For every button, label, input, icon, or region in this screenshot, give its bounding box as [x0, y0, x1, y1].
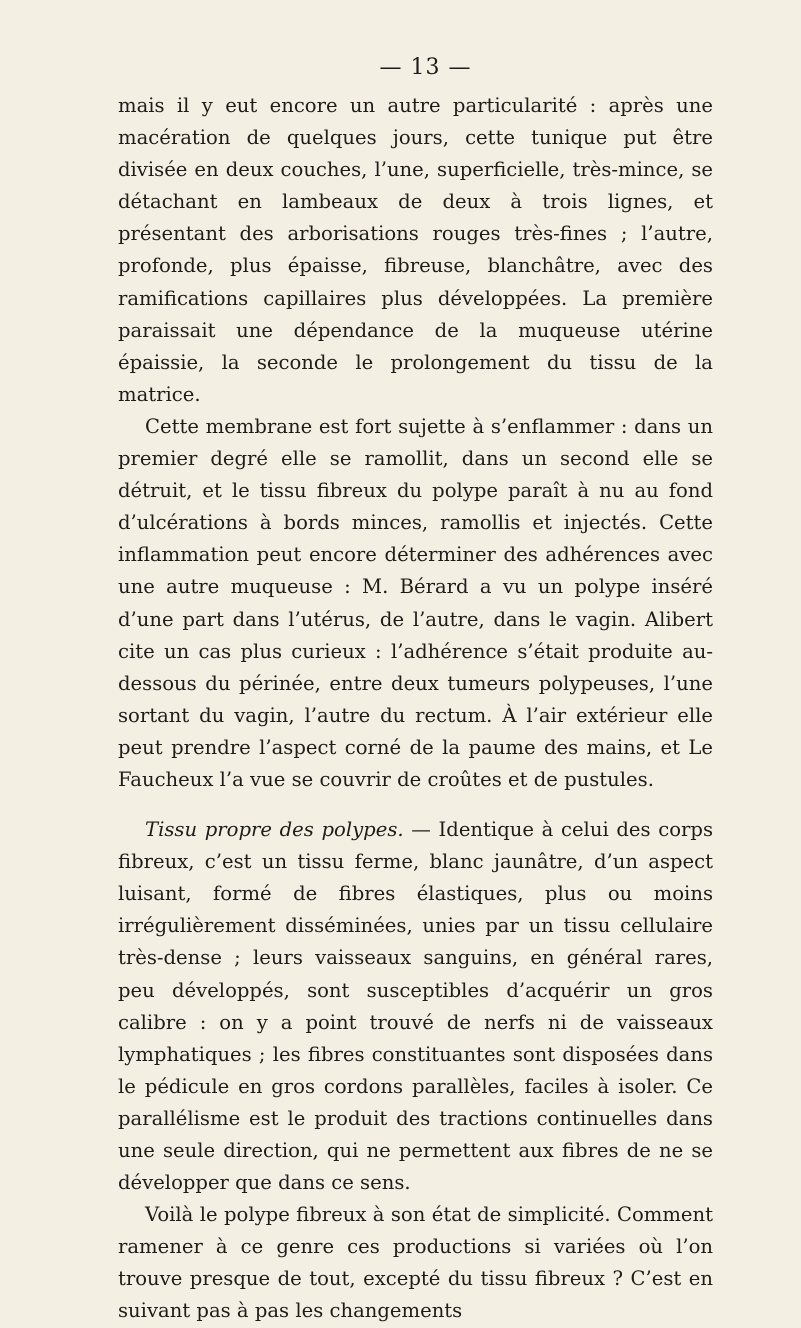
paragraph-4-text: Voilà le polype fibreux à son état de simplicité. Comment ramener à ce genre ces productions si variées où l’on trouve presque de tout, excepté du tissu fibreux ? C’est en suivant pas à pas les changements — [118, 1203, 713, 1323]
paragraph-2-text: Cette membrane est fort sujette à s’enflammer : dans un premier degré elle se ramollit, dans un second elle se détruit, et le tissu fibreux du polype paraît à nu au fond d’ulcérations à bords minces, ramollis et injectés. Cette inflammation peut encore déterminer des adhérences avec une autre muqueuse : M. Bérard a vu un polype inséré d’une part dans l’utérus, de l’autre, dans le vagin. Alibert cite un cas plus curieux : l’adhérence s’était produite au-dessous du périnée, entre deux tumeurs polypeuses, l’une sortant du vagin, l’autre du rectum. À l’air extérieur elle peut prendre l’aspect corné de la paume des mains, et Le Faucheux l’a vue se couvrir de croûtes et de pustules. — [118, 414, 713, 791]
paragraph-1 — [118, 90, 713, 411]
paragraph-2 — [118, 411, 713, 796]
page-number: — 13 — — [379, 55, 472, 80]
paragraph-3-text: — Identique à celui des corps fibreux, c’est un tissu ferme, blanc jaunâtre, d’un aspect luisant, formé de fibres élastiques, plus ou moins irrégulièrement disséminées, unies par un tissu cellulaire très-dense ; leurs vaisseaux sanguins, en général rares, peu développés, sont susceptibles d’acquérir un gros calibre : on y a point trouvé de nerfs ni de vaisseaux lymphatiques ; les fibres constituantes sont disposées dans le pédicule en gros cordons parallèles, faciles à isoler. Ce parallélisme est le produit des tractions continuelles dans une seule direction, qui ne permettent aux fibres de ne se développer que dans ce sens. — [118, 818, 713, 1195]
paragraph-3 — [118, 814, 713, 1199]
paragraph-1-text: mais il y eut encore un autre particularité : après une macération de quelques jours, cette tunique put être divisée en deux couches, l’une, superficielle, très-mince, se détachant en lambeaux de deux à trois lignes, et présentant des arborisations rouges très-fines ; l’autre, profonde, plus épaisse, fibreuse, blanchâtre, avec des ramifications capillaires plus développées. La première paraissait une dépendance de la muqueuse utérine épaissie, la seconde le prolongement du tissu de la matrice. — [118, 94, 713, 406]
paragraph-4 — [118, 1199, 713, 1327]
section-heading: Tissu propre des polypes. — [145, 818, 404, 842]
